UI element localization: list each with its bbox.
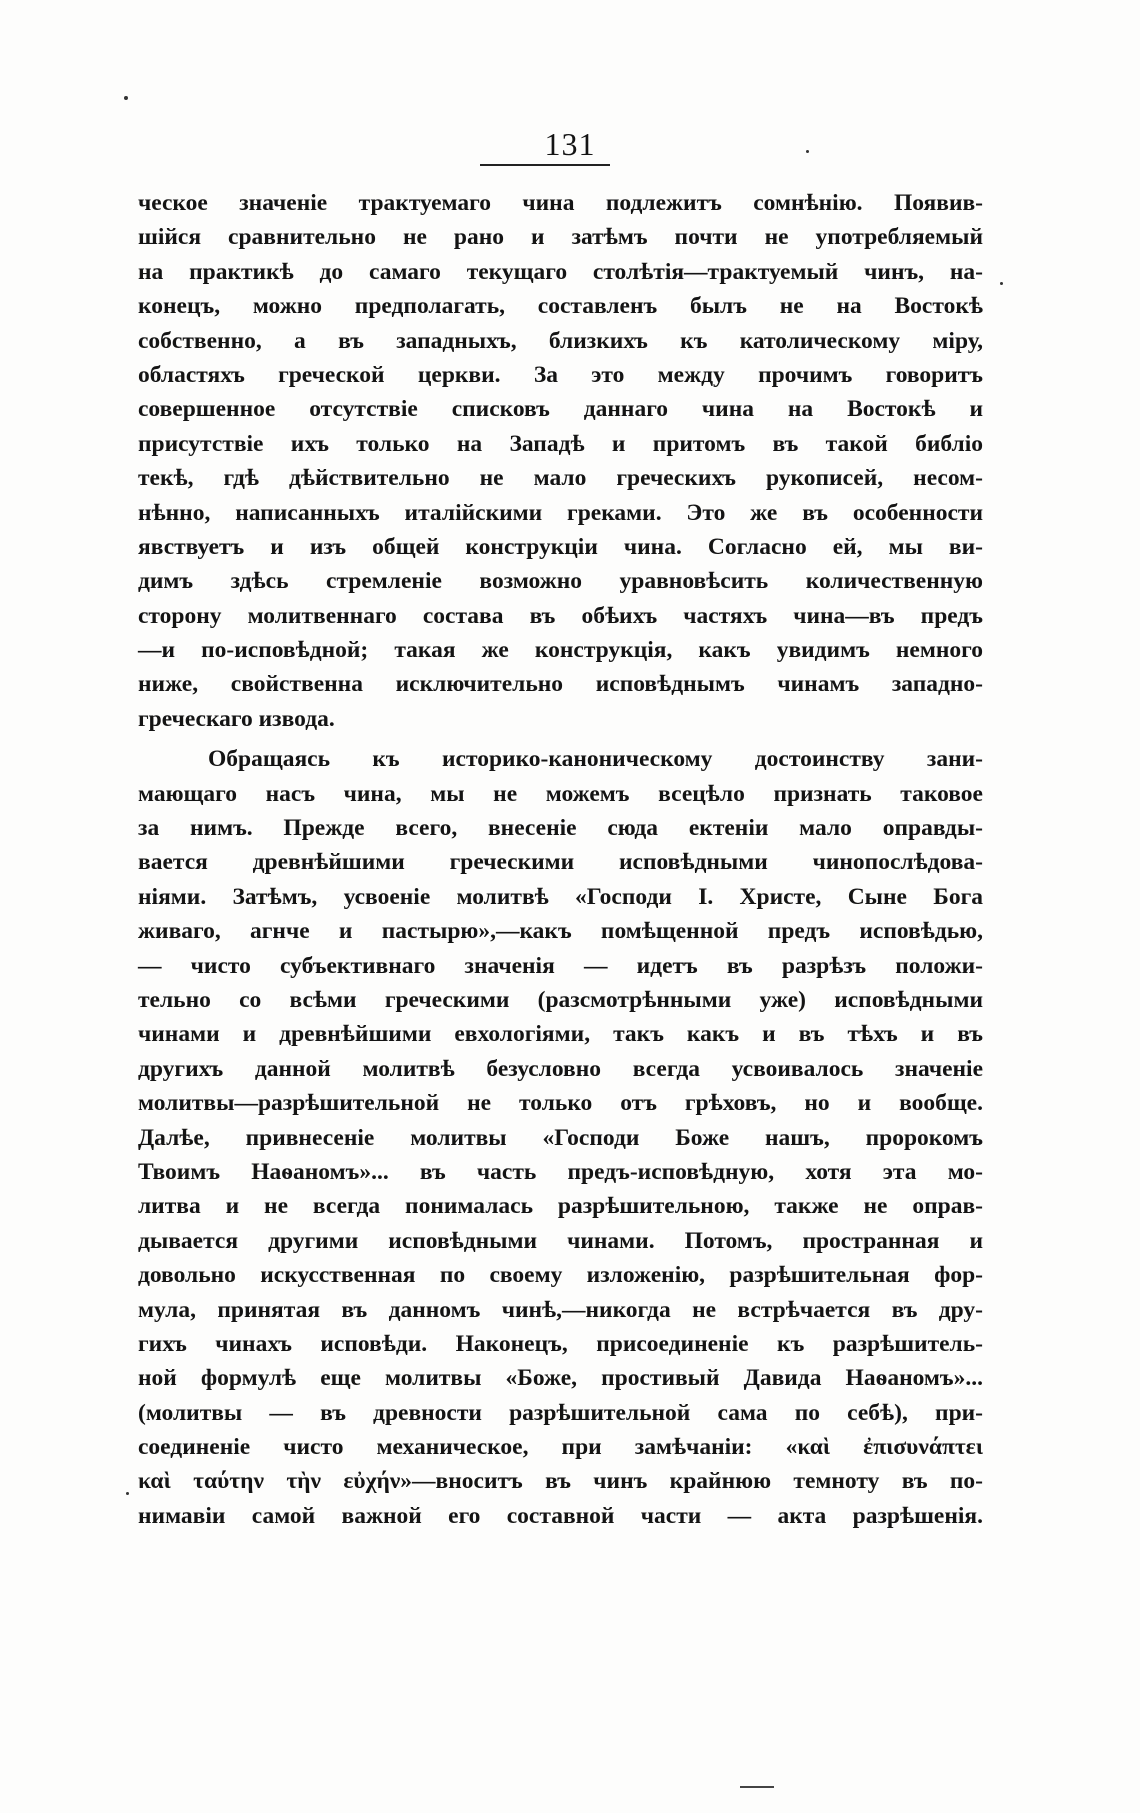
page-header [460,126,680,163]
text-line: Далѣе, привнесенiе молитвы «Господи Боже нашъ, пророкомъ [138,1124,983,1151]
text-line: ниже, свойственна исключительно исповѣднымъ чинамъ западно- [138,671,983,698]
text-line: Твоимъ Наѳаномъ»... въ часть предъ-исповѣдную, хотя эта мо- [138,1158,983,1185]
header-rule [480,164,610,166]
text-line: другихъ данной молитвѣ безусловно всегда усвоивалось значенiе [138,1055,983,1082]
text-line: за нимъ. Прежде всего, внесенiе сюда ектенiи мало оправды- [138,815,983,842]
text-line: —и по-исповѣдной; такая же конструкцiя, какъ увидимъ немного [138,637,983,664]
text-line: совершенное отсутствiе списковъ даннаго чина на Востокѣ и [138,396,983,423]
text-line: нѣнно, написанныхъ италiйскими греками. Это же въ особенности [138,499,983,526]
text-line: (молитвы — въ древности разрѣшительной сама по себѣ), при- [138,1399,983,1426]
scan-speck [126,1492,129,1495]
text-line: димъ здѣсь стремленiе возможно уравновѣсить количественную [138,568,983,595]
text-line: вается древнѣйшими греческими исповѣдными чинопослѣдова- [138,849,983,876]
text-line: текѣ, гдѣ дѣйствительно не мало греческихъ рукописей, несом- [138,465,983,492]
scan-speck [1000,282,1003,285]
text-line: — чисто субъективнаго значенiя — идетъ въ разрѣзъ положи- [138,952,983,979]
scan-speck [806,150,809,153]
paragraph-first-line: Обращаясь къ историко-каноническому достоинству зани- [208,746,983,773]
main-text [138,186,983,1533]
text-line: собственно, а въ западныхъ, близкихъ къ католическому мiру, [138,327,983,354]
text-line: тельно со всѣми греческими (разсмотрѣнными уже) исповѣдными [138,986,983,1013]
text-line: греческаго извода. [138,705,335,732]
text-line: молитвы—разрѣшительной не только отъ грѣховъ, но и вообще. [138,1090,983,1117]
scan-mark [740,1786,774,1788]
scan-speck [124,96,128,100]
text-line: присутствiе ихъ только на Западѣ и притомъ въ такой библiо [138,430,983,457]
text-line: сторону молитвеннаго состава въ обѣихъ частяхъ чина—въ предъ [138,602,983,629]
text-line: ной формулѣ еще молитвы «Боже, простивый Давида Наѳаномъ»... [138,1365,983,1392]
text-line: литва и не всегда понималась разрѣшительною, также не оправ- [138,1193,983,1220]
text-line: ческое значенiе трактуемаго чина подлежитъ сомнѣнiю. Появив- [138,190,983,216]
text-line: нiями. Затѣмъ, усвоенiе молитвѣ «Господи I. Христе, Сыне Бога [138,883,983,910]
page-number: 131 [544,126,596,162]
text-line: на практикѣ до самаго текущаго столѣтiя—трактуемый чинъ, на- [138,258,983,285]
text-line: довольно искусственная по своему изложенiю, разрѣшительная фор- [138,1262,983,1289]
text-line: чинами и древнѣйшими евхологiями, такъ какъ и въ тѣхъ и въ [138,1021,983,1048]
text-line: мула, принятая въ данномъ чинѣ,—никогда не встрѣчается въ дру- [138,1296,983,1323]
text-line: καὶ ταύτην τὴν εὐχήν»—вноситъ въ чинъ крайнюю темноту въ по- [138,1468,983,1495]
text-line: мающаго насъ чина, мы не можемъ всецѣло признать таковое [138,780,983,807]
text-line: нимавiи самой важной его составной части — акта разрѣшенiя. [138,1502,983,1529]
text-line: конецъ, можно предполагать, составленъ былъ не на Востокѣ [138,293,983,320]
text-line: соединенiе чисто механическое, при замѣчанiи: «καὶ ἐπισυνάπτει [138,1434,983,1461]
text-line: явствуетъ и изъ общей конструкцiи чина. Согласно ей, мы ви- [138,533,983,560]
text-line: живаго, агнче и пастырю»,—какъ помѣщенной предъ исповѣдью, [138,918,983,945]
text-line: гихъ чинахъ исповѣди. Наконецъ, присоединенiе къ разрѣшитель- [138,1330,983,1357]
text-line: дывается другими исповѣдными чинами. Потомъ, пространная и [138,1227,983,1254]
text-line: шiйся сравнительно не рано и затѣмъ почти не употребляемый [138,224,983,251]
text-line: областяхъ греческой церкви. За это между прочимъ говоритъ [138,361,983,388]
